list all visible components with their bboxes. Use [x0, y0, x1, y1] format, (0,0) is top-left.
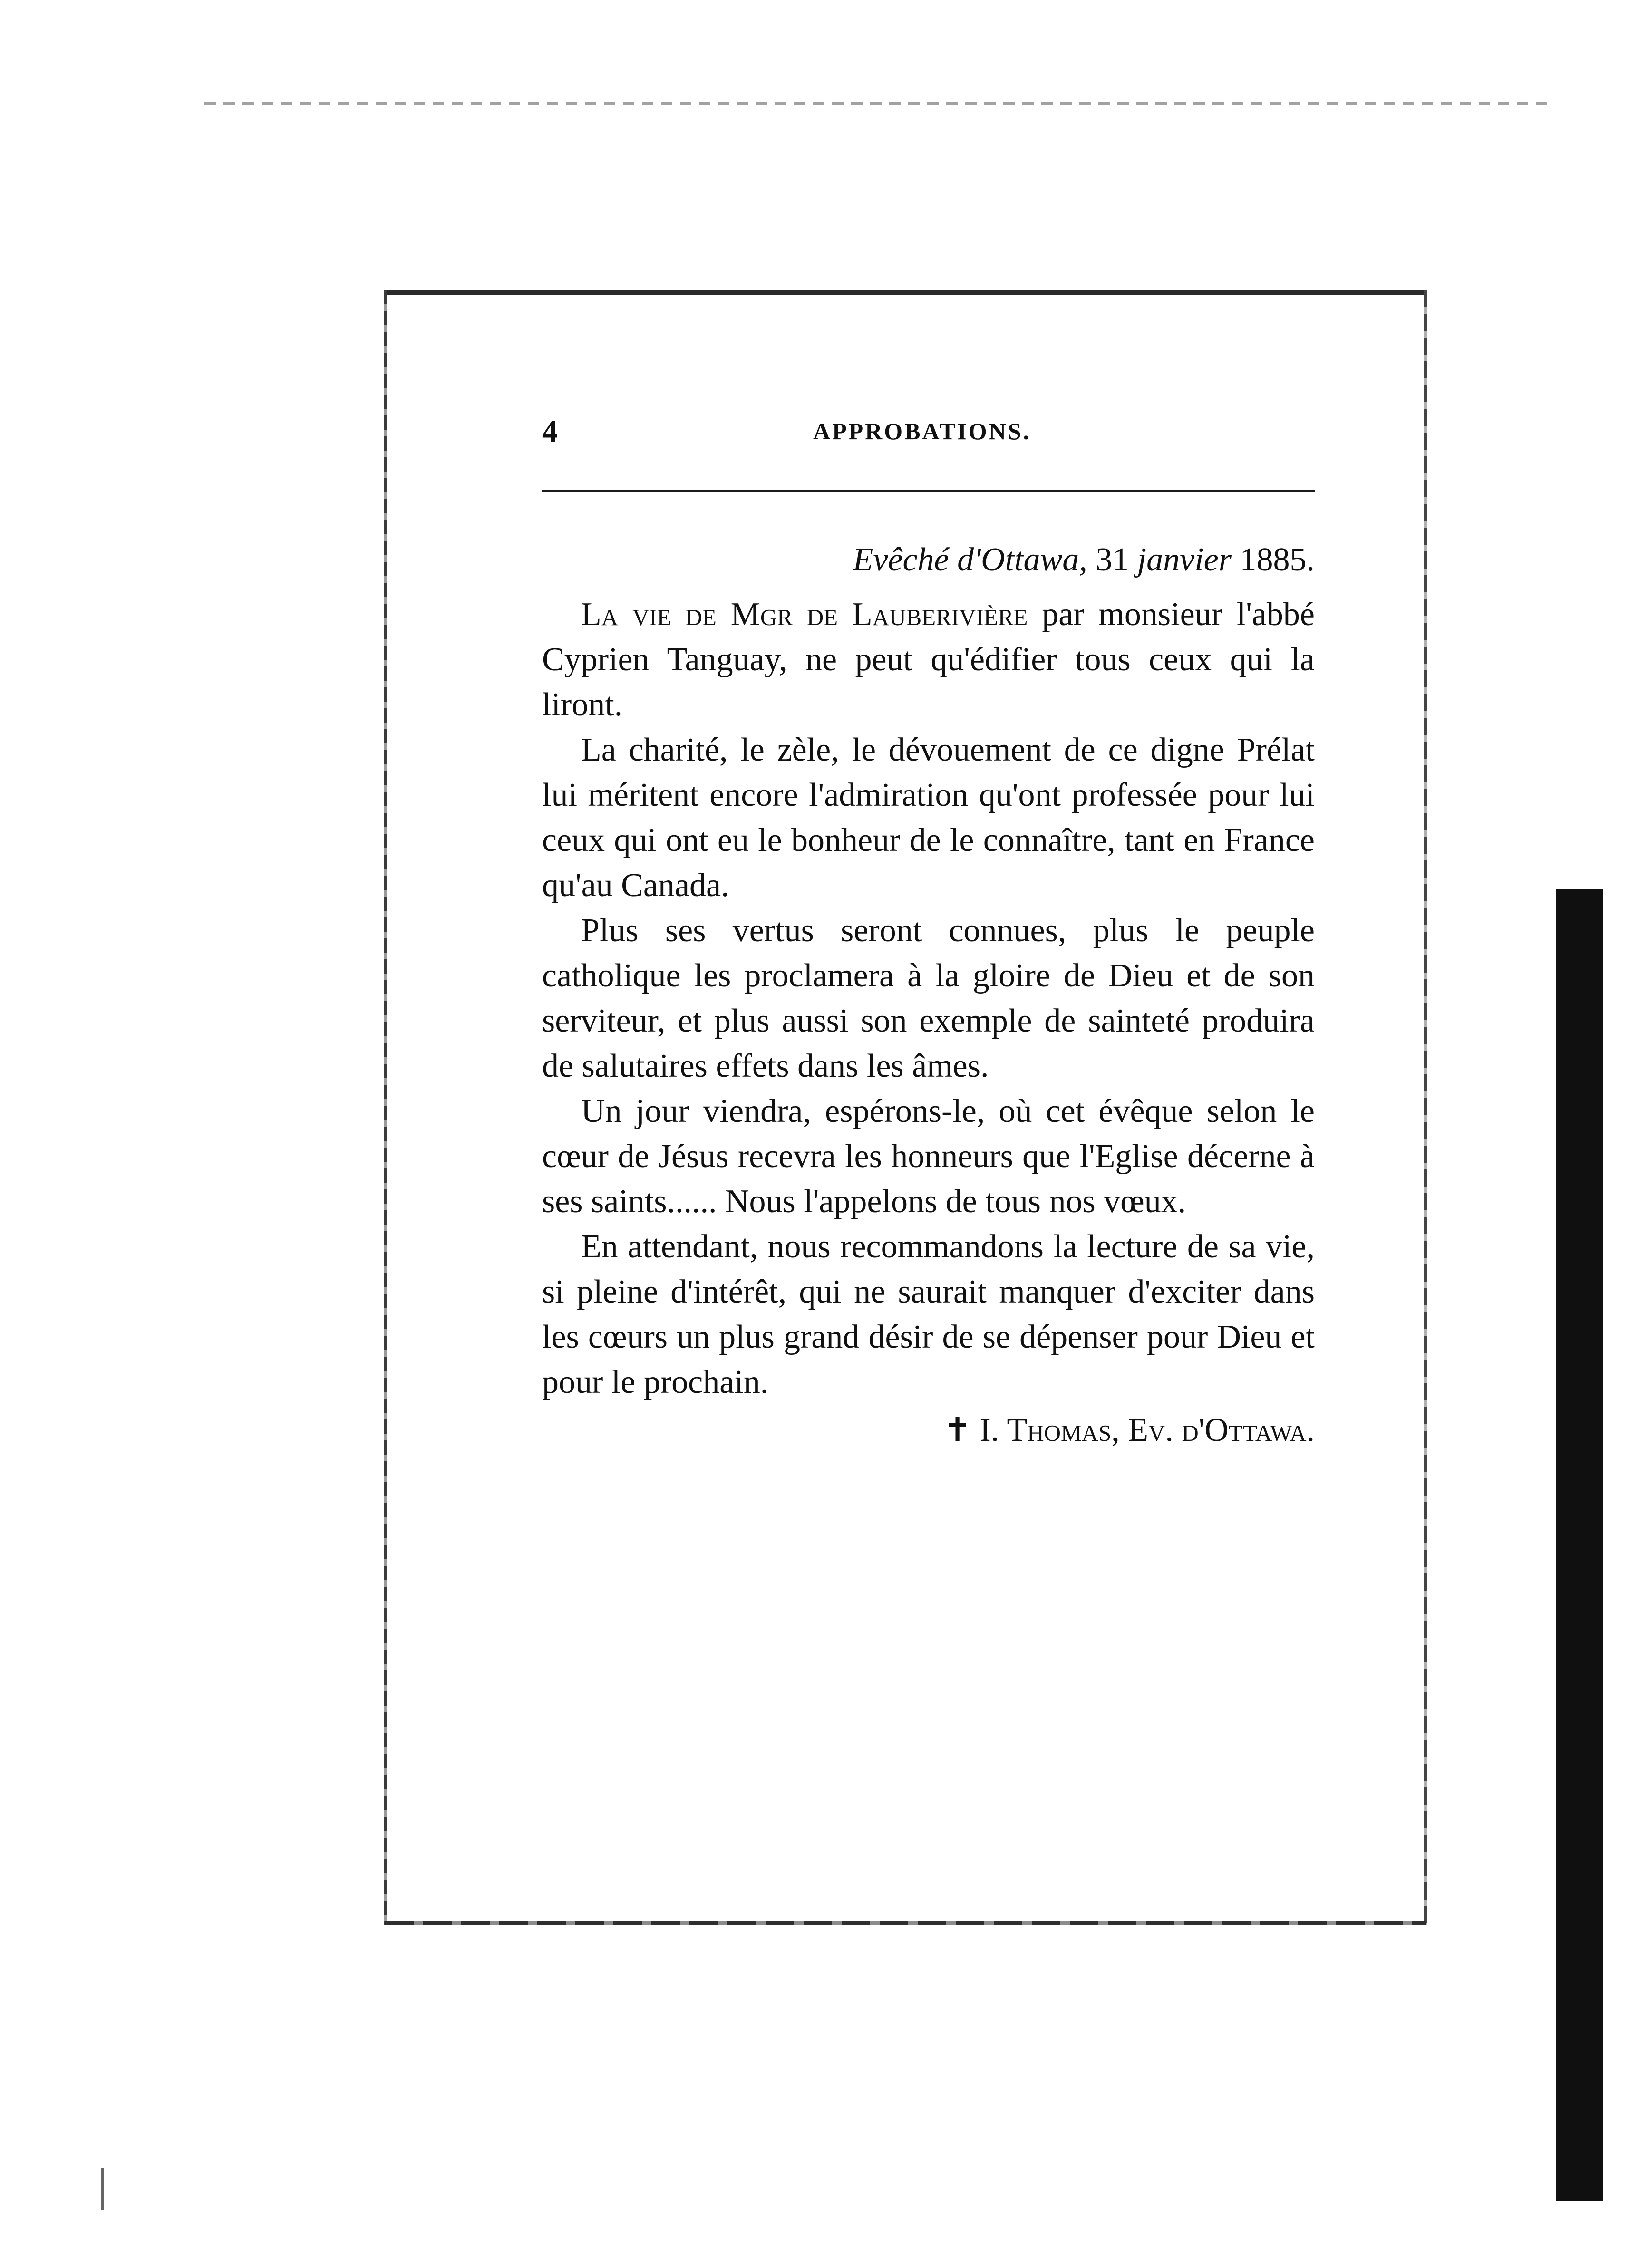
paragraph-5: En attendant, nous recommandons la lecture de sa vie, si pleine d'intérêt, qui ne saurait manquer d'exciter dans les cœurs un plus grand désir de se dépenser pour Dieu et pour le prochain. — [542, 1228, 1315, 1400]
letter-body — [542, 537, 1315, 1453]
signature-name: I. Thomas, Ev. d'Ottawa. — [971, 1412, 1315, 1448]
page-frame-bottom — [385, 1921, 1426, 1925]
paragraph-2: La charité, le zèle, le dévouement de ce digne Prélat lui méritent encore l'admiration qu'ont professée pour lui ceux qui ont eu le bonheur de le connaître, tant en France qu'au Canada. — [542, 732, 1315, 904]
dateline-place: Evêché d'Ottawa, — [853, 541, 1087, 578]
page-frame-left — [384, 290, 387, 1925]
paragraph-4: Un jour viendra, espérons-le, où cet évêque selon le cœur de Jésus recevra les honneurs que l'Eglise décerne à ses saints...... Nous l'appelons de tous nos vœux. — [542, 1093, 1315, 1220]
header-rule — [542, 490, 1315, 492]
book-title: La vie de Mgr de Lauberivière — [581, 596, 1028, 633]
page-frame-right — [1424, 290, 1427, 1925]
scan-artifact-mark — [101, 2168, 104, 2210]
page-frame-top — [385, 290, 1426, 295]
dateline — [542, 537, 1315, 582]
scan-edge-shadow — [1556, 889, 1603, 2201]
running-head: APPROBATIONS. — [813, 418, 1031, 444]
paragraph-1 — [542, 592, 1315, 727]
signature — [542, 1408, 1315, 1453]
page-number: 4 — [542, 414, 558, 449]
dateline-month: janvier — [1137, 541, 1232, 578]
bishop-cross-icon: ✝ — [943, 1412, 971, 1448]
page-header — [542, 409, 1312, 466]
paragraph-3: Plus ses vertus seront connues, plus le peuple catholique les proclamera à la gloire de Dieu et de son serviteur, et plus aussi son exemple de sainteté produira de salutaires effets dans les âmes. — [542, 912, 1315, 1084]
paragraph-1-text: par monsieur l'abbé Cyprien Tanguay, ne peut qu'édifier tous ceux qui la liront. — [542, 596, 1315, 723]
dateline-year: 1885. — [1240, 541, 1315, 578]
scan-artifact-top-line — [204, 102, 1555, 105]
dateline-day: 31 — [1096, 541, 1129, 578]
